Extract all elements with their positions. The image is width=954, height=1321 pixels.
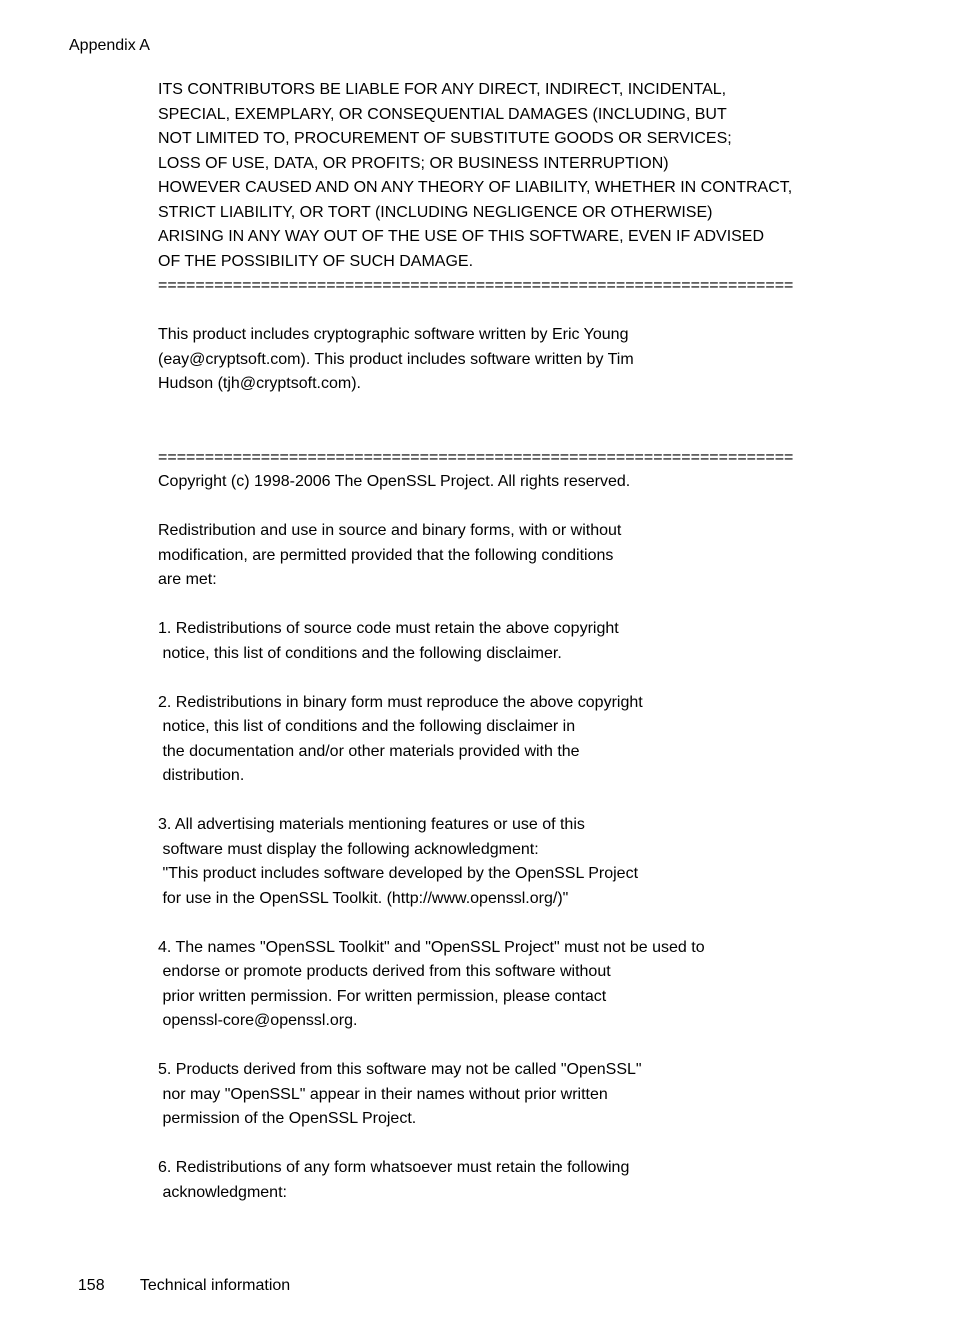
text-line: prior written permission. For written permission, please contact (158, 987, 607, 1005)
text-line: acknowledgment: (158, 1183, 287, 1201)
text-line: are met: (158, 571, 217, 588)
text-line (158, 421, 858, 446)
page-number: 158 (77, 1277, 105, 1294)
text-line: ==================================================================== (158, 277, 794, 294)
text-line: ==================================================================== (158, 448, 794, 466)
text-line: notice, this list of conditions and the following disclaimer in (158, 718, 576, 735)
text-line: STRICT LIABILITY, OR TORT (INCLUDING NEGLIGENCE OR OTHERWISE) (158, 203, 713, 221)
text-line: distribution. (158, 767, 245, 784)
text-line: Redistribution and use in source and binary forms, with or without (158, 522, 622, 539)
text-line: notice, this list of conditions and the following disclaimer. (158, 644, 562, 662)
text-line: LOSS OF USE, DATA, OR PROFITS; OR BUSINESS INTERRUPTION) (158, 154, 669, 172)
text-line (158, 299, 858, 324)
text-line (158, 397, 858, 422)
text-line (158, 1034, 858, 1059)
text-line: (eay@cryptsoft.com). This product includes software written by Tim (158, 350, 634, 368)
text-line: 6. Redistributions of any form whatsoever must retain the following (158, 1159, 630, 1176)
text-line: nor may "OpenSSL" appear in their names without prior written (158, 1085, 608, 1103)
page-footer (69, 1256, 290, 1296)
text-line: 3. All advertising materials mentioning features or use of this (158, 816, 585, 833)
text-line: openssl-core@openssl.org. (158, 1012, 358, 1029)
text-line: modification, are permitted provided that the following conditions (158, 546, 614, 564)
text-line: the documentation and/or other materials provided with the (158, 742, 580, 760)
text-line: HOWEVER CAUSED AND ON ANY THEORY OF LIABILITY, WHETHER IN CONTRACT, (158, 179, 793, 196)
text-line: 2. Redistributions in binary form must reproduce the above copyright (158, 693, 643, 711)
text-line: 5. Products derived from this software may not be called "OpenSSL" (158, 1061, 642, 1078)
text-line: for use in the OpenSSL Toolkit. (http://www.openssl.org/)" (158, 889, 569, 907)
text-line: OF THE POSSIBILITY OF SUCH DAMAGE. (158, 252, 474, 270)
text-line: ARISING IN ANY WAY OUT OF THE USE OF THIS SOFTWARE, EVEN IF ADVISED (158, 228, 765, 245)
text-line: 1. Redistributions of source code must retain the above copyright (158, 620, 619, 637)
text-line: This product includes cryptographic software written by Eric Young (158, 326, 629, 343)
text-line: SPECIAL, EXEMPLARY, OR CONSEQUENTIAL DAMAGES (INCLUDING, BUT (158, 105, 727, 123)
text-line (158, 593, 858, 618)
text-line: 4. The names "OpenSSL Toolkit" and "OpenSSL Project" must not be used to (158, 938, 705, 956)
text-line (158, 1132, 858, 1157)
text-line: permission of the OpenSSL Project. (158, 1110, 417, 1127)
footer-section-title: Technical information (139, 1277, 291, 1294)
text-line (158, 495, 858, 520)
text-line: software must display the following acknowledgment: (158, 840, 539, 858)
text-line: NOT LIMITED TO, PROCUREMENT OF SUBSTITUTE GOODS OR SERVICES; (158, 130, 732, 147)
text-line: ITS CONTRIBUTORS BE LIABLE FOR ANY DIRECT, INDIRECT, INCIDENTAL, (158, 81, 727, 98)
text-line: endorse or promote products derived from this software without (158, 963, 611, 980)
text-line: Hudson (tjh@cryptsoft.com). (158, 375, 361, 392)
text-line (158, 666, 858, 691)
text-line: "This product includes software developed by the OpenSSL Project (158, 865, 639, 882)
text-line (158, 911, 858, 936)
license-text (158, 78, 858, 1205)
text-line (158, 789, 858, 814)
text-line: Copyright (c) 1998-2006 The OpenSSL Project. All rights reserved. (158, 473, 631, 490)
running-header: Appendix A (69, 37, 150, 54)
